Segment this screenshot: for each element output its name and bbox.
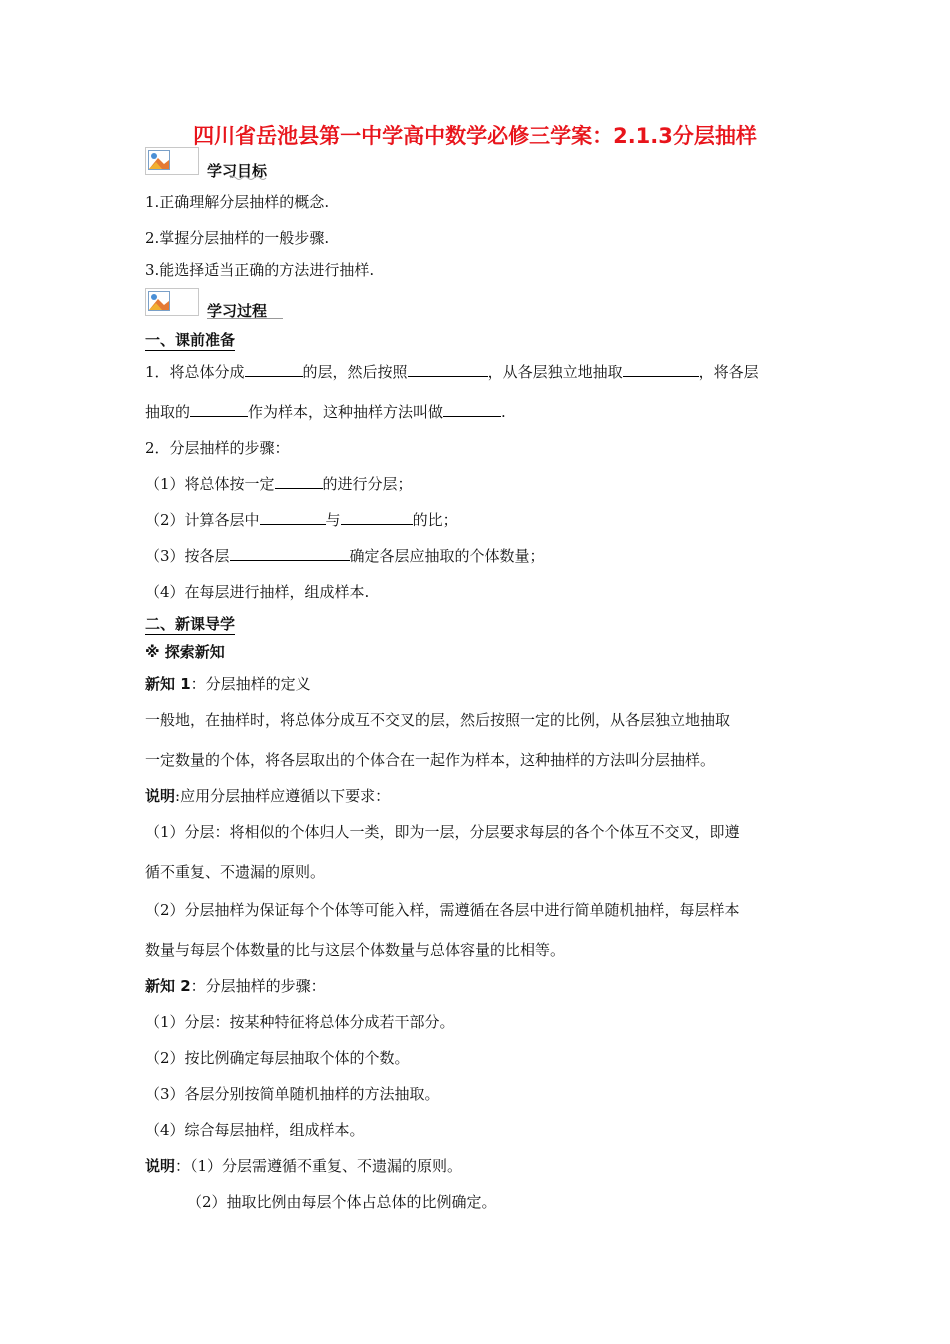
blank-field[interactable] <box>190 402 248 417</box>
list-item: （3）各层分别按简单随机抽样的方法抽取。 <box>145 1085 440 1103</box>
explore-heading: ※ 探索新知 <box>145 643 225 661</box>
blank-field[interactable] <box>230 546 350 561</box>
step2-text-a: （2）计算各层中 <box>145 511 260 529</box>
q1-text-f: 作为样本，这种抽样方法叫做 <box>248 403 444 421</box>
step1-text-a: （1）将总体按一定 <box>145 475 275 493</box>
document-title: 四川省岳池县第一中学高中数学必修三学案：2.1.3分层抽样 <box>193 124 757 148</box>
q1-text-a: 1．将总体分成 <box>145 363 245 381</box>
image-placeholder-icon <box>145 147 199 175</box>
paragraph-line: 一定数量的个体，将各层取出的个体合在一起作为样本，这种抽样的方法叫分层抽样。 <box>145 751 716 769</box>
paragraph-line: 循不重复、不遗漏的原则。 <box>145 863 326 881</box>
note2-label: 说明 <box>145 1157 176 1175</box>
question-1-line-2 <box>145 402 506 422</box>
list-item: （1）分层：按某种特征将总体分成若干部分。 <box>145 1013 455 1031</box>
step3-text-a: （3）按各层 <box>145 547 230 565</box>
k2-label: 新知 2 <box>145 977 191 995</box>
blank-field[interactable] <box>443 402 501 417</box>
step-4: （4）在每层进行抽样，组成样本. <box>145 583 370 601</box>
list-item: （2）按比例确定每层抽取个体的个数。 <box>145 1049 410 1067</box>
part1-heading-text: 一、课前准备 <box>145 331 236 349</box>
q1-text-g: . <box>501 403 506 421</box>
note-text: :应用分层抽样应遵循以下要求： <box>175 787 391 805</box>
knowledge-1-heading <box>145 674 311 694</box>
list-item: （4）综合每层抽样，组成样本。 <box>145 1121 365 1139</box>
part2-heading <box>145 614 235 634</box>
paragraph-line: （1）分层：将相似的个体归人一类，即为一层，分层要求每层的各个个体互不交叉，即遵 <box>145 823 740 841</box>
divider <box>207 318 283 319</box>
k1-text: ：分层抽样的定义 <box>190 675 311 693</box>
note-label: 说明 <box>145 787 176 805</box>
q1-text-e: 抽取的 <box>145 403 191 421</box>
step-1 <box>145 474 413 494</box>
blank-field[interactable] <box>245 362 303 377</box>
paragraph-line: 数量与每层个体数量的比与这层个体数量与总体容量的比相等。 <box>145 941 566 959</box>
goal-item-3: 3.能选择适当正确的方法进行抽样. <box>145 261 375 279</box>
paragraph-line: 一般地，在抽样时，将总体分成互不交叉的层，然后按照一定的比例，从各层独立地抽取 <box>145 711 731 729</box>
image-placeholder-icon <box>145 288 199 316</box>
step3-text-b: 确定各层应抽取的个体数量； <box>349 547 545 565</box>
step-3 <box>145 546 545 566</box>
note2-line-1 <box>145 1156 462 1176</box>
step2-text-b: 与 <box>325 511 341 529</box>
blank-field[interactable] <box>341 510 413 525</box>
blank-field[interactable] <box>275 474 323 489</box>
question-2: 2．分层抽样的步骤： <box>145 439 290 457</box>
note-heading <box>145 786 390 806</box>
knowledge-2-heading <box>145 976 326 996</box>
step1-text-b: 的进行分层； <box>322 475 413 493</box>
section-heading-process: 学习过程 <box>207 302 268 320</box>
q1-text-c: ，从各层独立地抽取 <box>487 363 623 381</box>
q1-text-b: 的层，然后按照 <box>302 363 408 381</box>
blank-field[interactable] <box>260 510 326 525</box>
goal-item-1: 1.正确理解分层抽样的概念. <box>145 193 330 211</box>
step2-text-c: 的比； <box>412 511 458 529</box>
k2-text: ：分层抽样的步骤： <box>190 977 326 995</box>
wavy-underline-icon <box>230 175 270 181</box>
step-2 <box>145 510 458 530</box>
note2-line-2: （2）抽取比例由每层个体占总体的比例确定。 <box>187 1193 497 1211</box>
note2-text-a: ：（1）分层需遵循不重复、不遗漏的原则。 <box>175 1157 463 1175</box>
part1-heading <box>145 330 235 350</box>
blank-field[interactable] <box>623 362 699 377</box>
goal-item-2: 2.掌握分层抽样的一般步骤. <box>145 229 330 247</box>
part2-heading-text: 二、新课导学 <box>145 615 236 633</box>
q1-text-d: ，将各层 <box>698 363 759 381</box>
question-1-line-1 <box>145 362 805 382</box>
section-heading-goals: 学习目标 <box>207 162 268 180</box>
paragraph-line: （2）分层抽样为保证每个个体等可能入样，需遵循在各层中进行简单随机抽样，每层样本 <box>145 901 740 919</box>
k1-label: 新知 1 <box>145 675 191 693</box>
blank-field[interactable] <box>408 362 488 377</box>
